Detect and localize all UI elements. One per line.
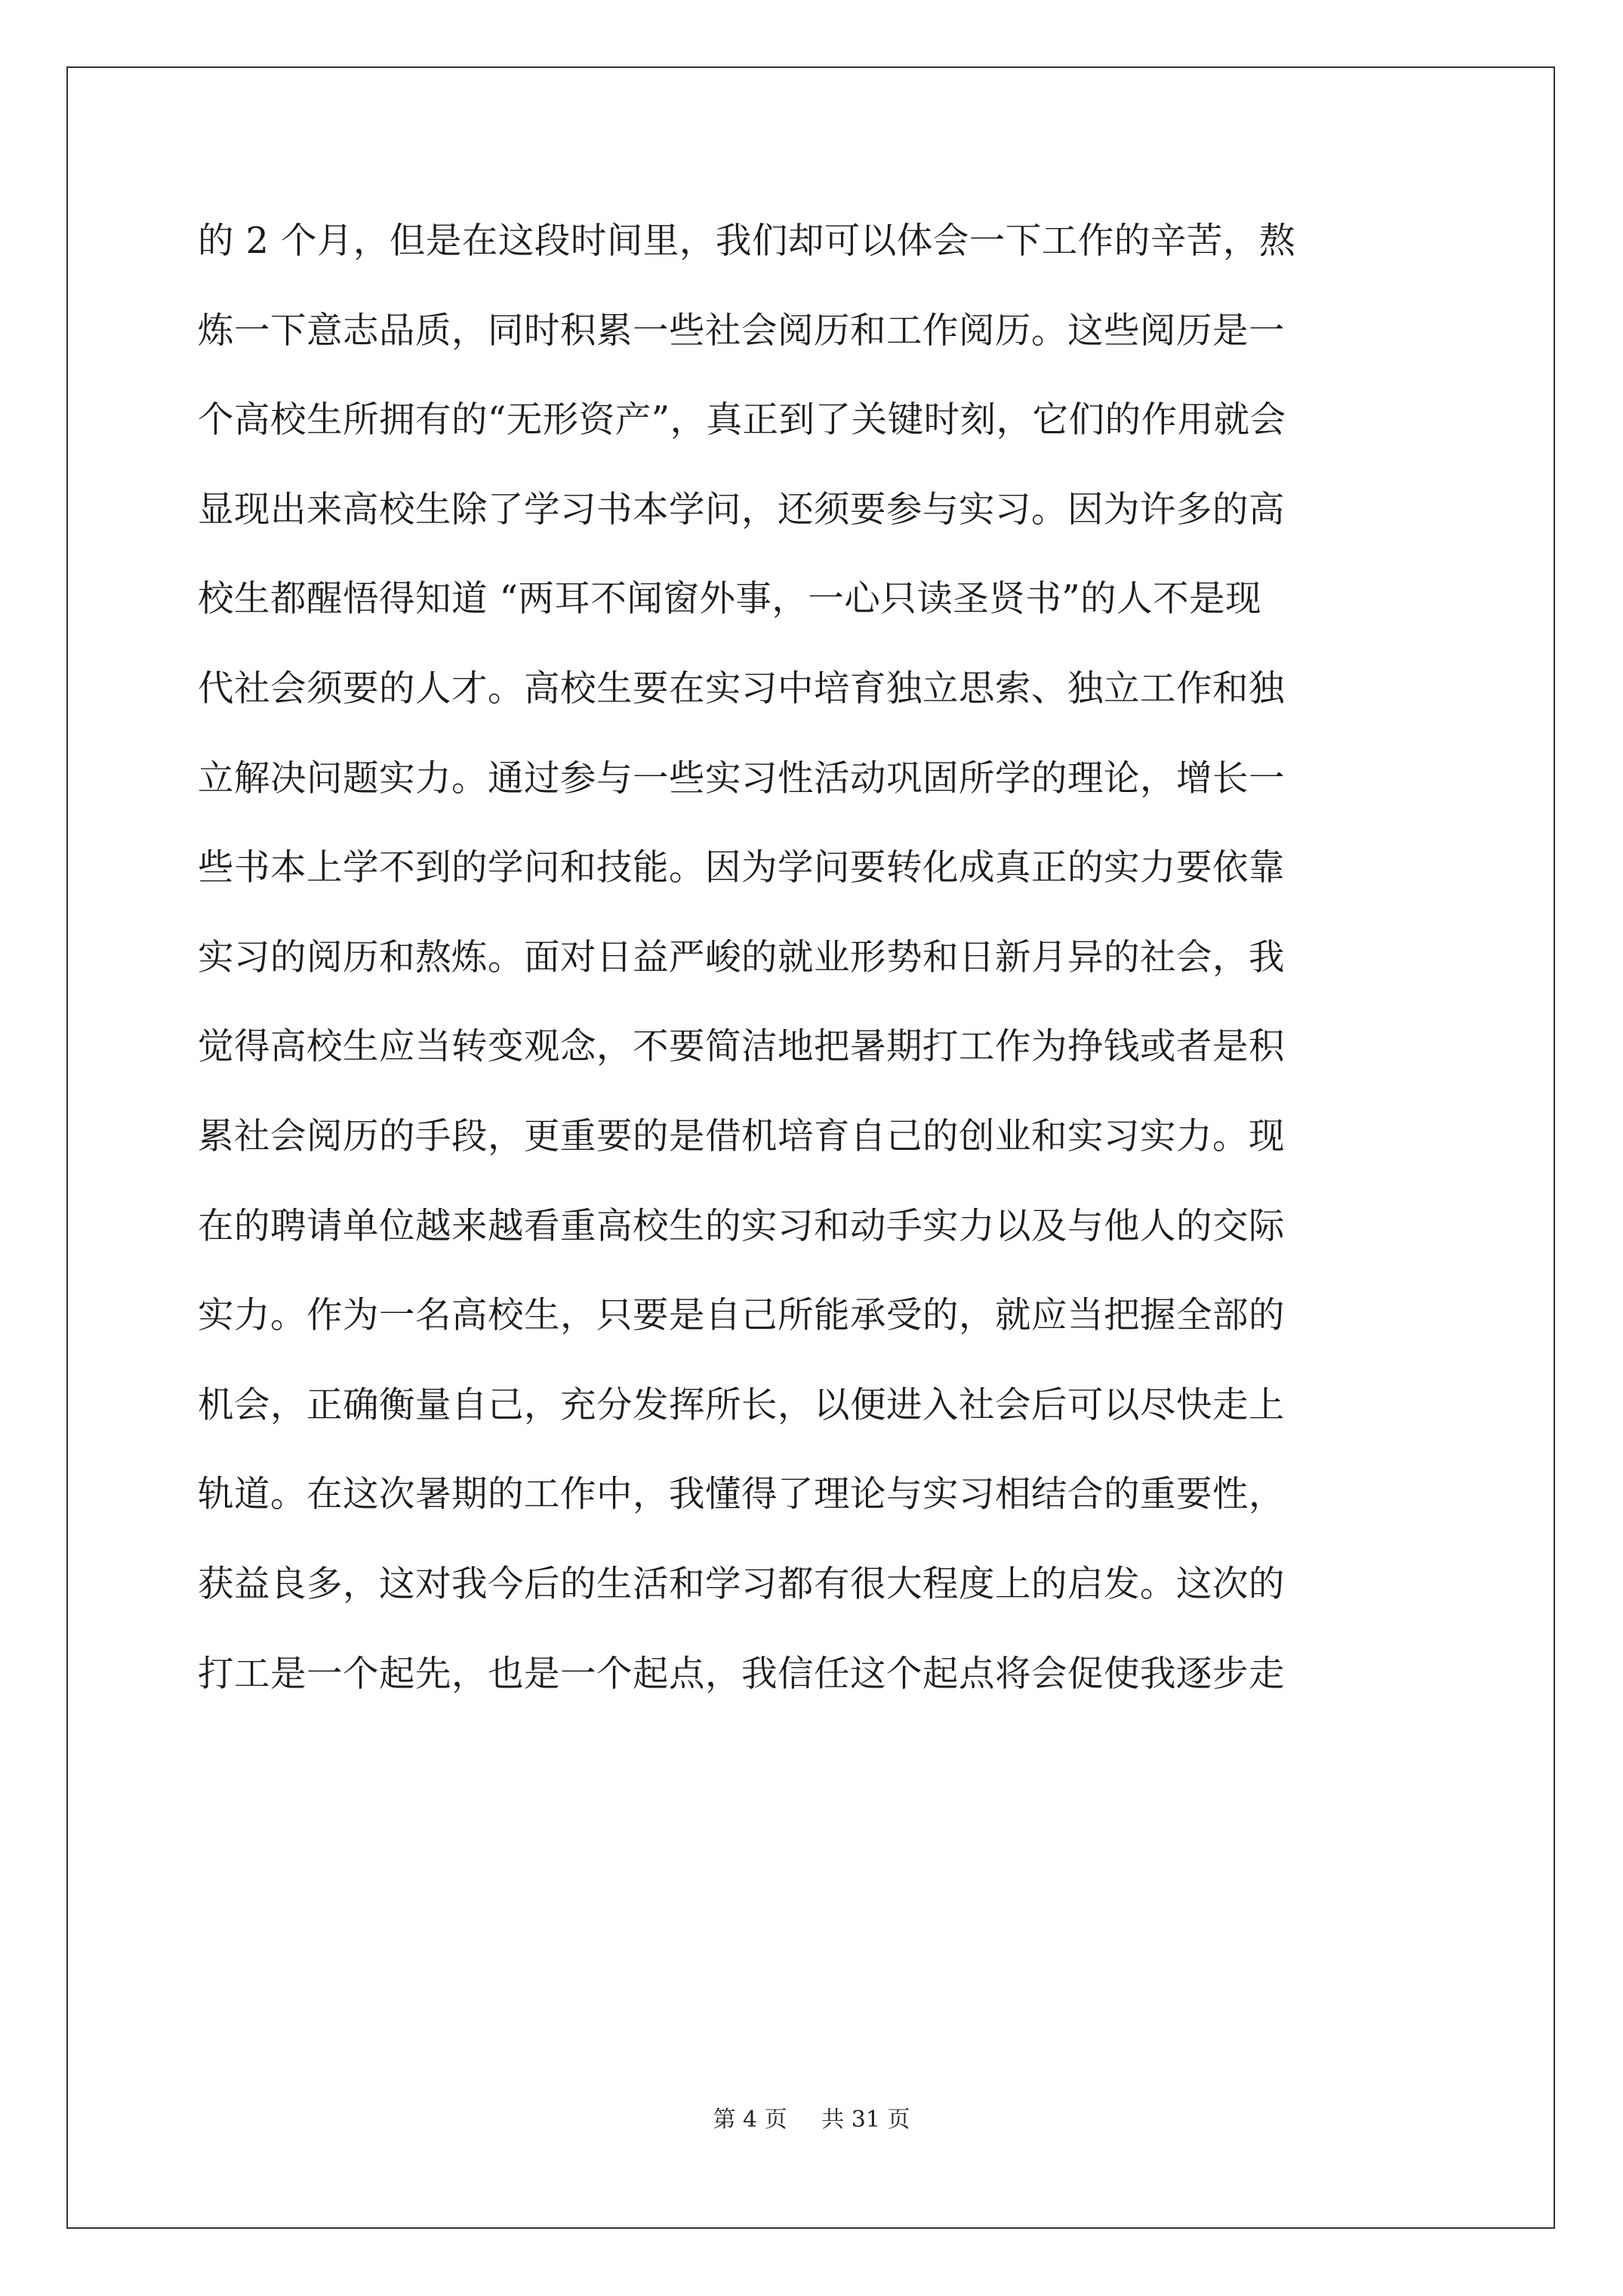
- text-line: 校生都醒悟得知道 “两耳不闻窗外事，一心只读圣贤书”的人不是现: [198, 578, 1262, 621]
- text-line: 机会，正确衡量自己，充分发挥所长，以便进入社会后可以尽快走上: [198, 1384, 1285, 1426]
- text-line: 轨道。在这次暑期的工作中，我懂得了理论与实习相结合的重要性，: [198, 1474, 1285, 1516]
- body-text: [198, 219, 1436, 1741]
- text-line: 立解决问题实力。通过参与一些实习性活动巩固所学的理论，增长一: [198, 757, 1285, 800]
- text-line: 些书本上学不到的学问和技能。因为学问要转化成真正的实力要依靠: [198, 847, 1285, 889]
- page-number: 第 4 页: [713, 2106, 787, 2133]
- text-line: 实习的阅历和熬炼。面对日益严峻的就业形势和日新月异的社会，我: [198, 936, 1285, 978]
- text-line: 实力。作为一名高校生，只要是自己所能承受的，就应当把握全部的: [198, 1295, 1285, 1337]
- total-pages: 共 31 页: [821, 2106, 910, 2133]
- text-line: 显现出来高校生除了学习书本学问，还须要参与实习。因为许多的高: [198, 488, 1285, 531]
- text-line: 的 2 个月，但是在这段时间里，我们却可以体会一下工作的辛苦，熬: [198, 220, 1295, 262]
- text-line: 觉得高校生应当转变观念，不要简洁地把暑期打工作为挣钱或者是积: [198, 1026, 1285, 1068]
- text-line: 获益良多，这对我今后的生活和学习都有很大程度上的启发。这次的: [198, 1563, 1285, 1605]
- text-line: 代社会须要的人才。高校生要在实习中培育独立思索、独立工作和独: [198, 667, 1285, 710]
- text-line: 在的聘请单位越来越看重高校生的实习和动手实力以及与他人的交际: [198, 1205, 1285, 1247]
- text-line: 打工是一个起先，也是一个起点，我信任这个起点将会促使我逐步走: [198, 1653, 1285, 1695]
- page-footer: [0, 2100, 1623, 2134]
- text-line: 累社会阅历的手段，更重要的是借机培育自己的创业和实习实力。现: [198, 1115, 1285, 1157]
- text-line: 个高校生所拥有的“无形资产”，真正到了关键时刻，它们的作用就会: [198, 399, 1286, 442]
- text-line: 炼一下意志品质，同时积累一些社会阅历和工作阅历。这些阅历是一: [198, 310, 1285, 352]
